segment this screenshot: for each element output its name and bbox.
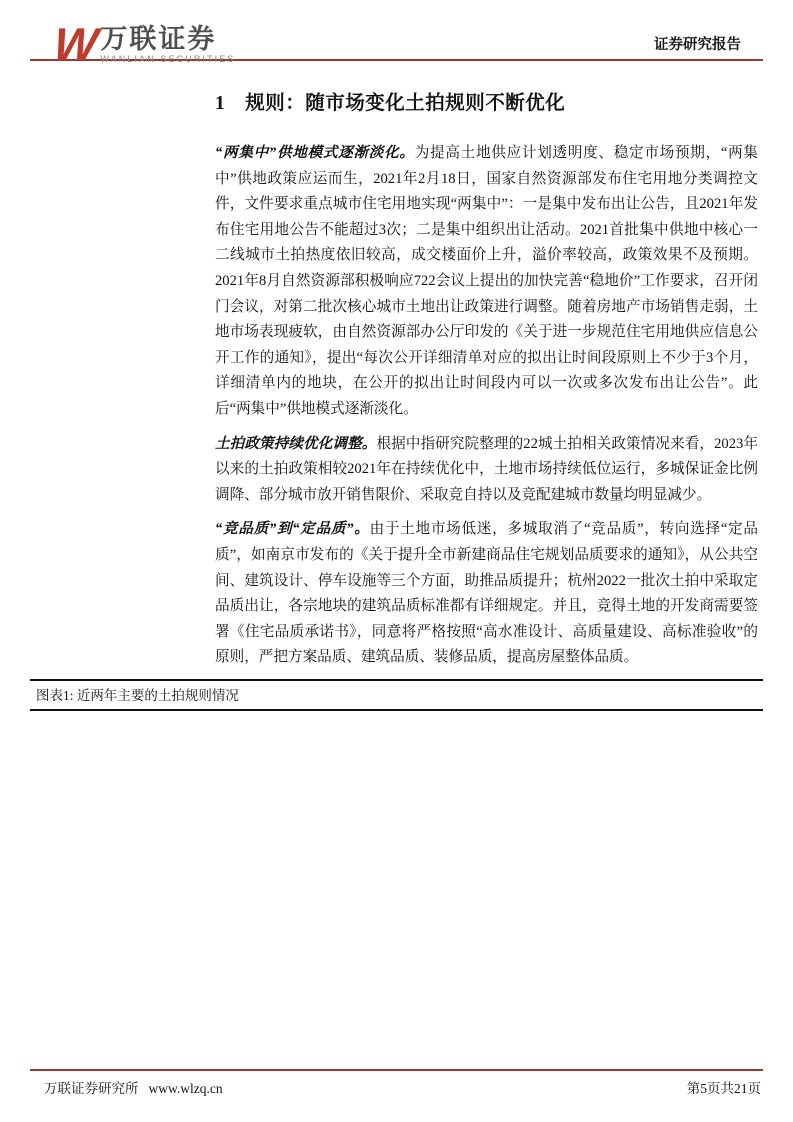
paragraph-text: 为提高土地供应计划透明度、稳定市场预期，“两集中”供地政策应运而生，2021年2月18日，国家自然资源部发布住宅用地分类调控文件，文件要求重点城市住宅用地实现“两集中”：一是集中发布出让公告，且2021年发布住宅用地公告不能超过3次；二是集中组织出让活动。2021首批集中供地中核心一二线城市土拍热度依旧较高，成交楼面价上升，溢价率较高，政策效果不及预期。2021年8月自然资源部积极响应722会议上提出的加快完善“稳地价”工作要求，召开闭门会议，对第二批次核心城市土地出让政策进行调整。随着房地产市场销售走弱，土地市场表现疲软，由自然资源部办公厅印发的《关于进一步规范住宅用地供应信息公开工作的通知》，提出“每次公开详细清单对应的拟出让时间段原则上不少于3个月，详细清单内的地块，在公开的拟出让时间段内可以一次或多次发布出让公告”。此后“两集中”供地模式逐渐淡化。: [215, 145, 758, 417]
report-body: [215, 87, 758, 671]
logo-name-cn: 万联证券: [100, 24, 217, 54]
paragraph-lead: “两集中”供地模式逐渐淡化。: [215, 145, 415, 161]
footer-org: 万联证券研究所: [44, 1081, 139, 1096]
logo-name-en: WANLIAN SECURITIES: [100, 54, 236, 64]
footer-url: www.wlzq.cn: [148, 1081, 223, 1096]
logo-w-icon: W: [51, 18, 99, 71]
wanlian-logo: [51, 18, 236, 71]
section-number: 1: [215, 93, 226, 114]
paragraph-lead: 土拍政策持续优化调整。: [215, 435, 377, 452]
figure-caption-bar: [30, 679, 763, 711]
paragraph-text: 由于土地市场低迷，多城取消了“竞品质”，转向选择“定品质”，如南京市发布的《关于提升全市新建商品住宅规划品质要求的通知》，从公共空间、建筑设计、停车设施等三个方面，助推品质提升；杭州2022一批次土拍中采取定品质出让，各宗地块的建筑品质标准都有详细规定。并且，竞得土地的开发商需要签署《住宅品质承诺书》，同意将严格按照“高水准设计、高质量建设、高标准验收”的原则，严把方案品质、建筑品质、装修品质，提高房屋整体品质。: [215, 521, 758, 666]
footer-left: [30, 1077, 223, 1097]
report-header: [30, 0, 763, 71]
paragraph-two-centralizations: [215, 141, 758, 423]
report-footer: [30, 1069, 763, 1097]
paragraph-text: 根据中指研究院整理的22城土拍相关政策情况来看，2023年以来的土拍政策相较2021年在持续优化中，土地市场持续低位运行，多城保证金比例调降、部分城市放开销售限价、采取竞自持以及竞配建城市数量均明显减少。: [215, 435, 758, 503]
paragraph-quality-rules: [215, 517, 758, 671]
report-type-label: 证券研究报告: [654, 37, 741, 53]
section-title-text: 规则：随市场变化土拍规则不断优化: [245, 93, 566, 114]
footer-page-number: 第5页共21页: [686, 1081, 761, 1096]
paragraph-lead: “竞品质”到“定品质”。: [215, 521, 370, 538]
paragraph-policy-optimization: [215, 432, 758, 509]
figure-caption: 图表1: 近两年主要的土拍规则情况: [36, 687, 239, 703]
section-title: [215, 87, 758, 115]
logo-names: [100, 26, 235, 64]
